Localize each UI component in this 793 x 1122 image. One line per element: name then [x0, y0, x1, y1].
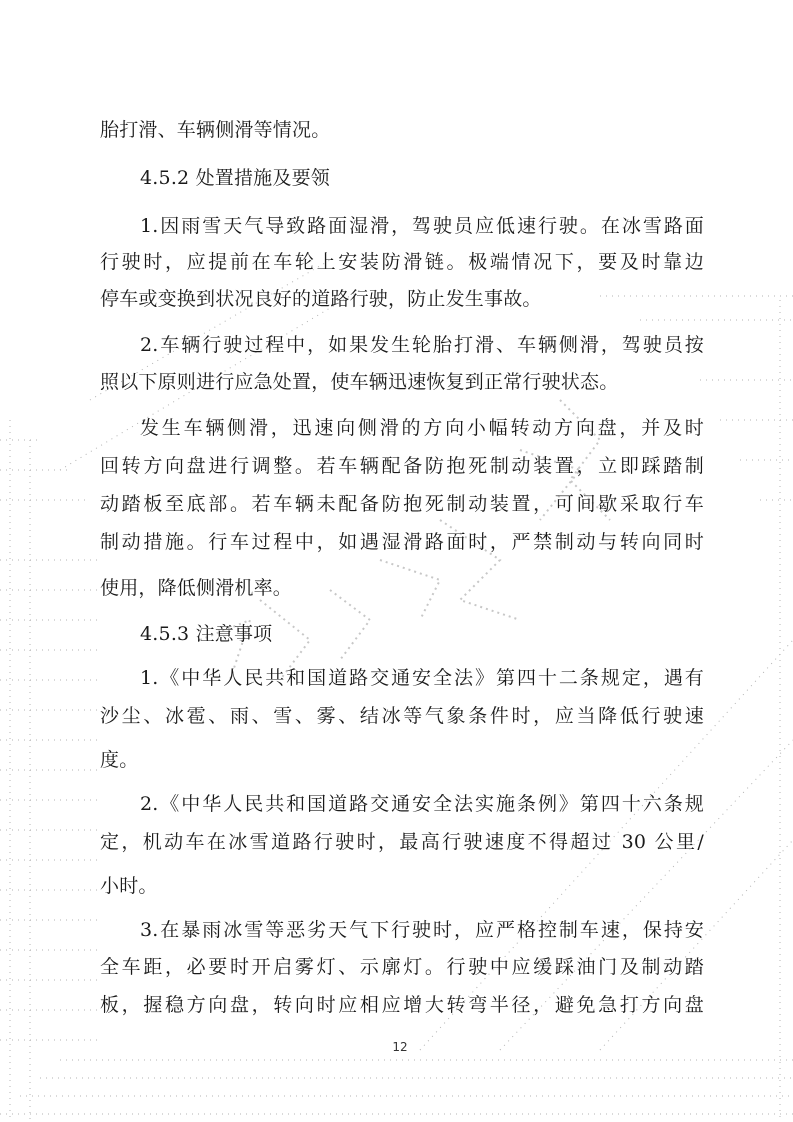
text-line: 回转方向盘进行调整。若车辆配备防抱死制动装置，立即踩踏制	[100, 455, 704, 477]
text-line: 停车或变换到状况良好的道路行驶，防止发生事故。	[100, 288, 542, 310]
text-line: 3.在暴雨冰雪等恶劣天气下行驶时，应严格控制车速，保持安	[140, 919, 704, 941]
text-line: 2.《中华人民共和国道路交通安全法实施条例》第四十六条规	[140, 793, 704, 815]
text-line: 定，机动车在冰雪道路行驶时，最高行驶速度不得超过 30 公里/	[100, 831, 704, 853]
text-line: 板，握稳方向盘，转向时应相应增大转弯半径，避免急打方向盘	[100, 994, 704, 1016]
text-line: 发生车辆侧滑，迅速向侧滑的方向小幅转动方向盘，并及时	[140, 417, 704, 439]
section-heading: 4.5.3 注意事项	[140, 623, 273, 645]
text-line: 照以下原则进行应急处置，使车辆迅速恢复到正常行驶状态。	[100, 371, 619, 393]
section-heading: 4.5.2 处置措施及要领	[140, 167, 330, 189]
text-line: 沙尘、冰雹、雨、雪、雾、结冰等气象条件时，应当降低行驶速	[100, 705, 704, 727]
text-line: 制动措施。行车过程中，如遇湿滑路面时，严禁制动与转向同时	[100, 531, 704, 553]
text-line: 行驶时，应提前在车轮上安装防滑链。极端情况下，要及时靠边	[100, 251, 704, 273]
text-line: 使用，降低侧滑机率。	[100, 577, 293, 599]
text-line: 动踏板至底部。若车辆未配备防抱死制动装置，可间歇采取行车	[100, 493, 704, 515]
text-line: 度。	[100, 749, 139, 771]
text-line: 2.车辆行驶过程中，如果发生轮胎打滑、车辆侧滑，驾驶员按	[140, 334, 704, 356]
text-line: 1.《中华人民共和国道路交通安全法》第四十二条规定，遇有	[140, 667, 704, 689]
page-number: 12	[392, 1040, 408, 1054]
text-line: 1.因雨雪天气导致路面湿滑，驾驶员应低速行驶。在冰雪路面	[140, 215, 704, 237]
text-line: 胎打滑、车辆侧滑等情况。	[100, 119, 331, 141]
text-line: 全车距，必要时开启雾灯、示廓灯。行驶中应缓踩油门及制动踏	[100, 956, 704, 978]
text-line: 小时。	[100, 875, 158, 897]
